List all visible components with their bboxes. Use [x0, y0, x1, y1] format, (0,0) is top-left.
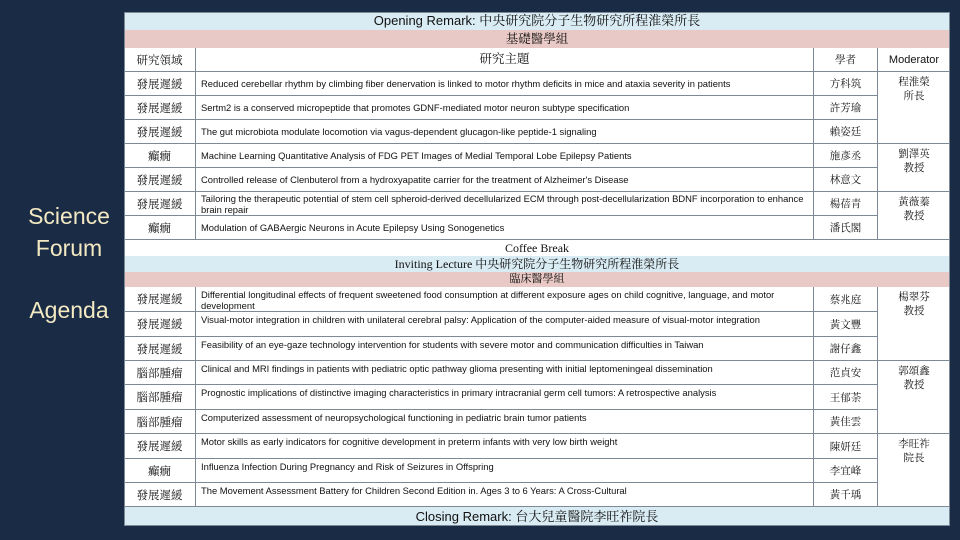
moderator-cell [878, 361, 950, 434]
row-scholar: 王郁荼 [814, 385, 878, 410]
moderator-title: 教授 [903, 380, 925, 391]
side-title-forum: Forum [35, 235, 103, 261]
row-scholar: 黃千瑀 [814, 483, 878, 507]
moderator-cell [878, 192, 950, 240]
side-title-agenda: Agenda [29, 297, 109, 323]
moderator-name: 劉澤英 [898, 149, 930, 160]
basic-rows [124, 72, 950, 240]
row-field: 腦部腫瘤 [124, 410, 196, 434]
row-scholar: 黃文豐 [814, 312, 878, 337]
row-field: 癲癇 [124, 459, 196, 483]
section-clinical-title: 臨床醫學組 [124, 272, 950, 288]
side-title [14, 200, 124, 326]
header-field: 研究領域 [124, 48, 196, 72]
moderator-title: 教授 [903, 306, 925, 317]
moderator-name: 楊翠芬 [898, 292, 930, 303]
row-field: 發展遲緩 [124, 120, 196, 144]
moderator-name: 李旺祚 [898, 439, 930, 450]
row-topic: The Movement Assessment Battery for Children Second Edition in. Ages 3 to 6 Years: A Cross-Cultural [196, 483, 814, 507]
row-field: 發展遲緩 [124, 337, 196, 361]
header-topic: 研究主題 [196, 48, 814, 72]
section-basic-title: 基礎醫學組 [124, 30, 950, 49]
row-field: 癲癇 [124, 216, 196, 240]
table-header [124, 48, 950, 72]
moderator-name: 黃薇蓁 [898, 197, 930, 208]
row-scholar: 賴姿廷 [814, 120, 878, 144]
moderator-title: 教授 [903, 163, 925, 174]
moderator-name: 郭頌鑫 [898, 366, 930, 377]
moderator-title: 所長 [903, 91, 925, 102]
row-topic: Visual-motor integration in children with unilateral cerebral palsy: Application of the computer-aided measure of visual-motor integration [196, 312, 814, 337]
header-moderator: Moderator [878, 48, 950, 72]
row-scholar: 范貞安 [814, 361, 878, 385]
row-field: 發展遲緩 [124, 312, 196, 337]
closing-remark: Closing Remark: 台大兒童醫院李旺祚院長 [124, 507, 950, 526]
inviting-lecture: Inviting Lecture 中央研究院分子生物研究所程淮榮所長 [124, 256, 950, 273]
side-title-science: Science [28, 203, 110, 229]
moderator-cell [878, 434, 950, 507]
row-topic: Clinical and MRI findings in patients with pediatric optic pathway glioma presenting with initial leptomeningeal dissemination [196, 361, 814, 385]
row-field: 發展遲緩 [124, 72, 196, 96]
row-scholar: 潘氏閣 [814, 216, 878, 240]
clinical-rows [124, 287, 950, 507]
row-topic: Sertm2 is a conserved micropeptide that promotes GDNF-mediated motor neuron subtype specification [196, 96, 814, 120]
row-topic: Influenza Infection During Pregnancy and Risk of Seizures in Offspring [196, 459, 814, 483]
row-topic: Tailoring the therapeutic potential of stem cell spheroid-derived decellularized ECM through post-decellularization BDNF incorporation to enhance brain repair [196, 192, 814, 216]
row-topic: Prognostic implications of distinctive imaging characteristics in primary intracranial germ cell tumors: A retrospective analysis [196, 385, 814, 410]
row-scholar: 施彥丞 [814, 144, 878, 168]
moderator-title: 院長 [903, 453, 925, 464]
row-topic: Differential longitudinal effects of frequent sweetened food consumption at different exposure ages on child cognitive, language, and motor development [196, 287, 814, 312]
row-scholar: 黃佳雲 [814, 410, 878, 434]
moderator-name: 程淮榮 [898, 77, 930, 88]
agenda-table [124, 12, 950, 526]
row-scholar: 蔡兆庭 [814, 287, 878, 312]
moderator-cell [878, 72, 950, 144]
row-scholar: 謝仔鑫 [814, 337, 878, 361]
row-topic: Feasibility of an eye-gaze technology intervention for students with severe motor and communication difficulties in Taiwan [196, 337, 814, 361]
row-field: 腦部腫瘤 [124, 385, 196, 410]
row-topic: Machine Learning Quantitative Analysis of FDG PET Images of Medial Temporal Lobe Epilepsy Patients [196, 144, 814, 168]
row-scholar: 方科筑 [814, 72, 878, 96]
row-field: 發展遲緩 [124, 192, 196, 216]
row-scholar: 林意文 [814, 168, 878, 192]
opening-remark: Opening Remark: 中央研究院分子生物研究所程淮榮所長 [124, 12, 950, 31]
row-topic: Computerized assessment of neuropsychological functioning in pediatric brain tumor patients [196, 410, 814, 434]
moderator-cell [878, 287, 950, 361]
row-topic: The gut microbiota modulate locomotion via vagus-dependent glucagon-like peptide-1 signaling [196, 120, 814, 144]
coffee-break: Coffee Break [124, 240, 950, 257]
row-field: 發展遲緩 [124, 96, 196, 120]
row-topic: Controlled release of Clenbuterol from a hydroxyapatite carrier for the treatment of Alzheimer's Disease [196, 168, 814, 192]
row-scholar: 楊蓓青 [814, 192, 878, 216]
row-field: 發展遲緩 [124, 287, 196, 312]
row-topic: Modulation of GABAergic Neurons in Acute Epilepsy Using Sonogenetics [196, 216, 814, 240]
row-scholar: 陳妍廷 [814, 434, 878, 459]
header-scholar: 學者 [814, 48, 878, 72]
row-topic: Motor skills as early indicators for cognitive development in preterm infants with very low birth weight [196, 434, 814, 459]
row-topic: Reduced cerebellar rhythm by climbing fiber denervation is linked to motor rhythm deficits in mice and ataxia severity in patients [196, 72, 814, 96]
row-field: 腦部腫瘤 [124, 361, 196, 385]
moderator-title: 教授 [903, 211, 925, 222]
row-field: 發展遲緩 [124, 168, 196, 192]
row-scholar: 許芳瑜 [814, 96, 878, 120]
row-field: 癲癇 [124, 144, 196, 168]
moderator-cell [878, 144, 950, 192]
row-scholar: 李宜峰 [814, 459, 878, 483]
row-field: 發展遲緩 [124, 434, 196, 459]
row-field: 發展遲緩 [124, 483, 196, 507]
